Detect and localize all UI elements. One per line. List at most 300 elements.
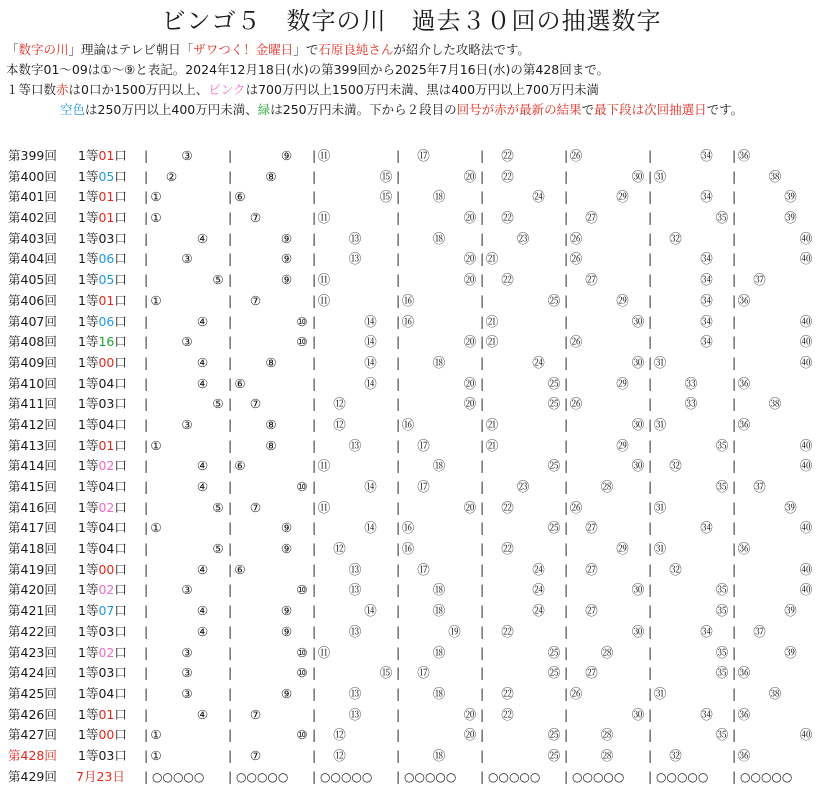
prize-count-value: 01 bbox=[98, 210, 115, 226]
draw-number: 第419回 bbox=[8, 561, 57, 577]
drawn-number: ㉙ bbox=[616, 375, 629, 391]
column-separator: | bbox=[144, 334, 149, 350]
prize-unit: 口 bbox=[114, 251, 127, 267]
draw-number: 第402回 bbox=[8, 210, 57, 226]
column-separator: | bbox=[396, 272, 401, 288]
table-row bbox=[0, 208, 823, 229]
column-separator: | bbox=[732, 148, 737, 163]
drawn-number: ㉑ bbox=[485, 251, 499, 267]
column-separator: | bbox=[396, 334, 401, 350]
drawn-number: ㉗ bbox=[585, 520, 598, 536]
column-separator: | bbox=[732, 396, 737, 412]
drawn-number: ⑪ bbox=[317, 210, 331, 226]
column-separator: | bbox=[228, 685, 233, 701]
column-separator: | bbox=[312, 665, 317, 681]
drawn-number: ㉟ bbox=[715, 665, 729, 681]
prize-unit: 口 bbox=[114, 499, 127, 515]
drawn-number: ㉒ bbox=[501, 272, 514, 288]
drawn-number: ㊴ bbox=[784, 210, 797, 226]
column-separator: | bbox=[648, 416, 653, 432]
drawn-number: ④ bbox=[196, 354, 209, 370]
column-separator: | bbox=[312, 706, 317, 722]
drawn-number: ③ bbox=[181, 251, 193, 267]
column-separator: | bbox=[480, 623, 485, 639]
column-separator: | bbox=[144, 437, 149, 453]
drawn-number: ㉖ bbox=[569, 230, 583, 246]
drawn-number: ⑯ bbox=[401, 541, 415, 557]
drawn-number: ㉗ bbox=[585, 603, 598, 619]
drawn-number: ⑭ bbox=[364, 334, 377, 350]
column-separator: | bbox=[564, 168, 569, 184]
draw-number: 第404回 bbox=[8, 251, 57, 267]
column-separator: | bbox=[564, 768, 569, 784]
drawn-number: ⑩ bbox=[296, 582, 308, 598]
drawn-number: ⑲ bbox=[448, 623, 461, 639]
prize-label: 1等 bbox=[78, 644, 99, 660]
column-separator: | bbox=[648, 644, 653, 660]
prize-label: 1等 bbox=[78, 561, 99, 577]
prize-label: 1等 bbox=[78, 582, 99, 598]
prize-count-value: 01 bbox=[98, 148, 115, 163]
prize-unit: 口 bbox=[114, 561, 127, 577]
column-separator: | bbox=[144, 251, 149, 267]
table-row bbox=[0, 643, 823, 664]
prize-unit: 口 bbox=[114, 479, 127, 494]
drawn-number: ⑬ bbox=[348, 706, 362, 722]
column-separator: | bbox=[648, 458, 653, 474]
drawn-number: ⑭ bbox=[364, 603, 377, 619]
column-separator: | bbox=[228, 189, 233, 205]
table-row bbox=[0, 663, 823, 684]
column-separator: | bbox=[396, 375, 401, 391]
drawn-number: ⑱ bbox=[432, 685, 446, 701]
drawn-number: ㊴ bbox=[784, 644, 797, 660]
prize-count bbox=[78, 684, 127, 705]
prize-count-value: 01 bbox=[98, 292, 115, 308]
column-separator: | bbox=[228, 541, 233, 557]
prize-unit: 口 bbox=[114, 520, 127, 536]
prize-unit: 口 bbox=[114, 230, 127, 246]
prize-label: 1等 bbox=[78, 479, 99, 494]
drawn-number: ⑥ bbox=[234, 561, 246, 577]
column-separator: | bbox=[732, 706, 737, 722]
drawn-number: ㊱ bbox=[737, 541, 751, 557]
column-separator: | bbox=[480, 230, 485, 246]
column-separator: | bbox=[312, 272, 317, 288]
column-separator: | bbox=[480, 603, 485, 619]
prize-label: 1等 bbox=[78, 437, 99, 453]
prize-unit: 口 bbox=[114, 644, 127, 660]
intro-line1-segment: 石原良純さん bbox=[318, 42, 394, 57]
column-separator: | bbox=[564, 747, 569, 763]
table-row bbox=[0, 477, 823, 498]
prize-label: 1等 bbox=[78, 354, 99, 370]
page-title: ビンゴ５ 数字の川 過去３０回の抽選数字 bbox=[161, 7, 662, 35]
column-separator: | bbox=[732, 354, 737, 370]
drawn-number: ① bbox=[150, 747, 162, 763]
column-separator: | bbox=[732, 375, 737, 391]
drawn-number: ④ bbox=[196, 458, 209, 474]
prize-count bbox=[78, 601, 127, 622]
prize-unit: 口 bbox=[114, 541, 127, 557]
column-separator: | bbox=[564, 437, 569, 453]
prize-unit: 口 bbox=[114, 210, 127, 226]
drawn-number: ㉜ bbox=[669, 458, 682, 474]
table-row bbox=[0, 539, 823, 560]
column-separator: | bbox=[144, 747, 149, 763]
column-separator: | bbox=[312, 541, 317, 557]
column-separator: | bbox=[480, 437, 485, 453]
prize-count bbox=[78, 580, 127, 601]
drawn-number: ⑩ bbox=[296, 727, 308, 743]
drawn-number: ⑪ bbox=[317, 292, 331, 308]
drawn-number: ④ bbox=[196, 230, 209, 246]
column-separator: | bbox=[396, 210, 401, 226]
column-separator: | bbox=[480, 706, 485, 722]
column-separator: | bbox=[396, 499, 401, 515]
prize-unit: 口 bbox=[114, 706, 127, 722]
prize-unit: 口 bbox=[114, 458, 127, 474]
prize-unit: 口 bbox=[114, 375, 127, 391]
draw-number: 第401回 bbox=[8, 189, 57, 205]
prize-count bbox=[78, 291, 127, 312]
column-separator: | bbox=[564, 541, 569, 557]
drawn-number: ⑮ bbox=[379, 189, 393, 205]
drawn-number: ㉓ bbox=[516, 230, 530, 246]
column-separator: | bbox=[228, 437, 233, 453]
column-separator: | bbox=[312, 727, 317, 743]
prize-count bbox=[78, 270, 127, 291]
column-separator: | bbox=[312, 230, 317, 246]
prize-unit: 口 bbox=[114, 603, 127, 619]
column-separator: | bbox=[564, 458, 569, 474]
drawn-number: ⑱ bbox=[432, 230, 446, 246]
column-separator: | bbox=[396, 458, 401, 474]
drawn-number: ⑨ bbox=[280, 541, 293, 557]
column-separator: | bbox=[648, 272, 653, 288]
drawn-number: ⑳ bbox=[463, 272, 477, 288]
intro-text bbox=[6, 40, 743, 120]
column-separator: | bbox=[312, 292, 317, 308]
drawn-number: ⑩ bbox=[296, 479, 308, 494]
table-row bbox=[0, 187, 823, 208]
drawn-number: ㉞ bbox=[700, 334, 713, 350]
column-separator: | bbox=[396, 437, 401, 453]
drawn-number: ⑰ bbox=[417, 479, 430, 494]
table-row bbox=[0, 374, 823, 395]
drawn-number: ④ bbox=[196, 479, 209, 494]
column-separator: | bbox=[312, 437, 317, 453]
column-separator: | bbox=[228, 727, 233, 743]
drawn-number: ① bbox=[150, 727, 162, 743]
column-separator: | bbox=[312, 334, 317, 350]
prize-unit: 口 bbox=[114, 168, 127, 184]
drawn-number: ㉕ bbox=[547, 665, 561, 681]
column-separator: | bbox=[564, 706, 569, 722]
drawn-number: ⑱ bbox=[432, 582, 446, 598]
prize-unit: 口 bbox=[114, 727, 127, 743]
prize-count-value: 02 bbox=[98, 458, 115, 474]
drawn-number: ⑩ bbox=[296, 644, 308, 660]
drawn-number: ㊲ bbox=[753, 623, 766, 639]
table-row bbox=[0, 249, 823, 270]
column-separator: | bbox=[396, 768, 401, 784]
prize-count bbox=[78, 746, 127, 767]
drawn-number: ㉚ bbox=[631, 458, 645, 474]
column-separator: | bbox=[396, 747, 401, 763]
drawn-number: ㉚ bbox=[631, 354, 645, 370]
column-separator: | bbox=[480, 644, 485, 660]
column-separator: | bbox=[564, 644, 569, 660]
column-separator: | bbox=[144, 148, 149, 163]
drawn-number: ㊴ bbox=[784, 189, 797, 205]
drawn-number: ㉚ bbox=[631, 313, 645, 329]
column-separator: | bbox=[144, 520, 149, 536]
prize-count-value: 03 bbox=[98, 396, 115, 412]
column-separator: | bbox=[144, 541, 149, 557]
drawn-number: ⑨ bbox=[280, 272, 293, 288]
table-row bbox=[0, 622, 823, 643]
prize-label: 1等 bbox=[78, 603, 99, 619]
prize-unit: 口 bbox=[114, 189, 127, 205]
drawn-number: ⑨ bbox=[280, 148, 293, 163]
column-separator: | bbox=[228, 354, 233, 370]
column-separator: | bbox=[396, 520, 401, 536]
prize-label: 1等 bbox=[78, 706, 99, 722]
draw-number: 第424回 bbox=[8, 665, 57, 681]
drawn-number: ⑪ bbox=[317, 148, 331, 163]
prize-count bbox=[78, 332, 127, 353]
column-separator: | bbox=[144, 685, 149, 701]
column-separator: | bbox=[564, 520, 569, 536]
drawn-number: ⑤ bbox=[212, 499, 224, 515]
drawn-number: ㉚ bbox=[631, 706, 645, 722]
drawn-number: ④ bbox=[196, 706, 209, 722]
draw-number: 第417回 bbox=[8, 520, 57, 536]
column-separator: | bbox=[312, 458, 317, 474]
column-separator: | bbox=[564, 685, 569, 701]
drawn-number: ⑳ bbox=[463, 251, 477, 267]
drawn-number: ⑱ bbox=[432, 189, 446, 205]
drawn-number: ㉟ bbox=[715, 603, 729, 619]
column-separator: | bbox=[564, 603, 569, 619]
drawn-number: ⑨ bbox=[280, 623, 293, 639]
drawn-number: ㉙ bbox=[616, 437, 629, 453]
intro-line4-segment: は250万円未満。下から２段目の bbox=[270, 102, 457, 117]
table-row bbox=[0, 415, 823, 436]
column-separator: | bbox=[732, 292, 737, 308]
drawn-number: ⑪ bbox=[317, 458, 331, 474]
prize-count bbox=[78, 560, 127, 581]
column-separator: | bbox=[564, 479, 569, 494]
drawn-number: ㉔ bbox=[532, 603, 545, 619]
draw-number: 第414回 bbox=[8, 458, 57, 474]
prize-count bbox=[78, 249, 127, 270]
drawn-number: ⑨ bbox=[280, 685, 293, 701]
column-separator: | bbox=[396, 644, 401, 660]
drawn-number: ㉑ bbox=[485, 313, 499, 329]
drawn-number: ⑭ bbox=[364, 354, 377, 370]
column-separator: | bbox=[396, 727, 401, 743]
column-separator: | bbox=[144, 396, 149, 412]
prize-count bbox=[78, 374, 127, 395]
column-separator: | bbox=[312, 416, 317, 432]
drawn-number: ㉖ bbox=[569, 334, 583, 350]
drawn-number: ⑩ bbox=[296, 665, 308, 681]
column-separator: | bbox=[228, 416, 233, 432]
column-separator: | bbox=[312, 747, 317, 763]
drawn-number: ㉙ bbox=[616, 189, 629, 205]
column-separator: | bbox=[648, 396, 653, 412]
prize-count-value: 05 bbox=[98, 168, 115, 184]
drawn-number: ㊳ bbox=[768, 168, 782, 184]
drawn-number: ⑭ bbox=[364, 520, 377, 536]
column-separator: | bbox=[732, 520, 737, 536]
column-separator: | bbox=[732, 251, 737, 267]
column-separator: | bbox=[396, 396, 401, 412]
draw-number: 第407回 bbox=[8, 313, 57, 329]
column-separator: | bbox=[228, 499, 233, 515]
drawn-number: ① bbox=[150, 292, 162, 308]
table-row bbox=[0, 518, 823, 539]
drawn-number: ㊳ bbox=[768, 396, 782, 412]
column-separator: | bbox=[648, 685, 653, 701]
column-separator: | bbox=[228, 458, 233, 474]
drawn-number: ⑧ bbox=[265, 437, 277, 453]
prize-label: 1等 bbox=[78, 520, 99, 536]
prize-label: 1等 bbox=[78, 375, 99, 391]
intro-line4-segment: は250万円以上400万円未満、 bbox=[85, 102, 258, 117]
prize-count-value: 06 bbox=[98, 251, 115, 267]
drawn-number: ㉑ bbox=[485, 334, 499, 350]
column-separator: | bbox=[396, 479, 401, 494]
drawn-number: ㉚ bbox=[631, 416, 645, 432]
drawn-number: ⑩ bbox=[296, 334, 308, 350]
prize-count bbox=[78, 312, 127, 333]
intro-line1-segment: 「 bbox=[6, 42, 19, 57]
column-separator: | bbox=[564, 665, 569, 681]
intro-line-1 bbox=[6, 40, 743, 60]
prize-count-value: 00 bbox=[98, 561, 115, 577]
drawn-number: ㉒ bbox=[501, 706, 514, 722]
draw-number: 第425回 bbox=[8, 685, 57, 701]
drawn-number: ③ bbox=[181, 685, 193, 701]
drawn-number: ⑤ bbox=[212, 541, 224, 557]
draw-number: 第408回 bbox=[8, 334, 57, 350]
column-separator: | bbox=[480, 313, 485, 329]
drawn-number: ⑰ bbox=[417, 148, 430, 163]
column-separator: | bbox=[480, 665, 485, 681]
drawn-number: ⑧ bbox=[265, 354, 277, 370]
drawn-number: ㉖ bbox=[569, 251, 583, 267]
column-separator: | bbox=[480, 210, 485, 226]
prize-label: 1等 bbox=[78, 623, 99, 639]
column-separator: | bbox=[732, 685, 737, 701]
intro-line1-segment: ザワつく！金曜日 bbox=[193, 42, 294, 57]
prize-label: 1等 bbox=[78, 334, 99, 350]
column-separator: | bbox=[396, 251, 401, 267]
drawn-number: ㉟ bbox=[715, 210, 729, 226]
draw-number: 第428回 bbox=[8, 747, 57, 763]
column-separator: | bbox=[396, 313, 401, 329]
column-separator: | bbox=[228, 747, 233, 763]
drawn-number: ㉘ bbox=[600, 644, 614, 660]
next-draw-placeholder: ○○○○○ bbox=[488, 769, 541, 784]
column-separator: | bbox=[564, 230, 569, 246]
column-separator: | bbox=[228, 334, 233, 350]
drawn-number: ⑫ bbox=[333, 416, 346, 432]
drawn-number: ⑦ bbox=[249, 396, 262, 412]
drawn-number: ③ bbox=[181, 334, 193, 350]
intro-line4-segment: で bbox=[581, 102, 595, 117]
column-separator: | bbox=[564, 210, 569, 226]
next-draw-row bbox=[0, 767, 823, 788]
column-separator: | bbox=[396, 230, 401, 246]
column-separator: | bbox=[480, 396, 485, 412]
drawn-number: ⑦ bbox=[249, 747, 262, 763]
drawn-number: ㉕ bbox=[547, 375, 561, 391]
prize-label: 1等 bbox=[78, 458, 99, 474]
prize-count bbox=[78, 353, 127, 374]
column-separator: | bbox=[228, 148, 233, 163]
prize-count-value: 01 bbox=[98, 706, 115, 722]
column-separator: | bbox=[396, 541, 401, 557]
column-separator: | bbox=[144, 313, 149, 329]
table-row bbox=[0, 270, 823, 291]
drawn-number: ⑬ bbox=[348, 685, 362, 701]
column-separator: | bbox=[732, 313, 737, 329]
column-separator: | bbox=[312, 375, 317, 391]
column-separator: | bbox=[144, 603, 149, 619]
drawn-number: ㊲ bbox=[753, 479, 766, 494]
drawn-number: ⑫ bbox=[333, 396, 346, 412]
column-separator: | bbox=[312, 168, 317, 184]
prize-unit: 口 bbox=[114, 416, 127, 432]
drawn-number: ④ bbox=[196, 313, 209, 329]
table-row bbox=[0, 291, 823, 312]
draw-number: 第422回 bbox=[8, 623, 57, 639]
column-separator: | bbox=[648, 210, 653, 226]
prize-unit: 口 bbox=[114, 148, 127, 163]
prize-unit: 口 bbox=[114, 747, 127, 763]
next-draw-placeholder: ○○○○○ bbox=[572, 769, 625, 784]
column-separator: | bbox=[648, 479, 653, 494]
draw-number: 第410回 bbox=[8, 375, 57, 391]
column-separator: | bbox=[732, 747, 737, 763]
prize-unit: 口 bbox=[114, 272, 127, 288]
prize-unit: 口 bbox=[114, 437, 127, 453]
column-separator: | bbox=[228, 768, 233, 784]
prize-count bbox=[78, 663, 127, 684]
drawn-number: ⑨ bbox=[280, 520, 293, 536]
column-separator: | bbox=[144, 561, 149, 577]
column-separator: | bbox=[480, 334, 485, 350]
column-separator: | bbox=[312, 685, 317, 701]
prize-label: 1等 bbox=[78, 727, 99, 743]
column-separator: | bbox=[480, 148, 485, 163]
column-separator: | bbox=[732, 416, 737, 432]
drawn-number: ㉒ bbox=[501, 168, 514, 184]
drawn-number: ⑱ bbox=[432, 458, 446, 474]
column-separator: | bbox=[648, 230, 653, 246]
drawn-number: ① bbox=[150, 210, 162, 226]
intro-line4-segment: 回号が赤が最新の結果 bbox=[456, 102, 582, 117]
column-separator: | bbox=[480, 747, 485, 763]
column-separator: | bbox=[480, 458, 485, 474]
drawn-number: ⑯ bbox=[401, 416, 415, 432]
drawn-number: ㉜ bbox=[669, 747, 682, 763]
drawn-number: ㊵ bbox=[799, 437, 813, 453]
